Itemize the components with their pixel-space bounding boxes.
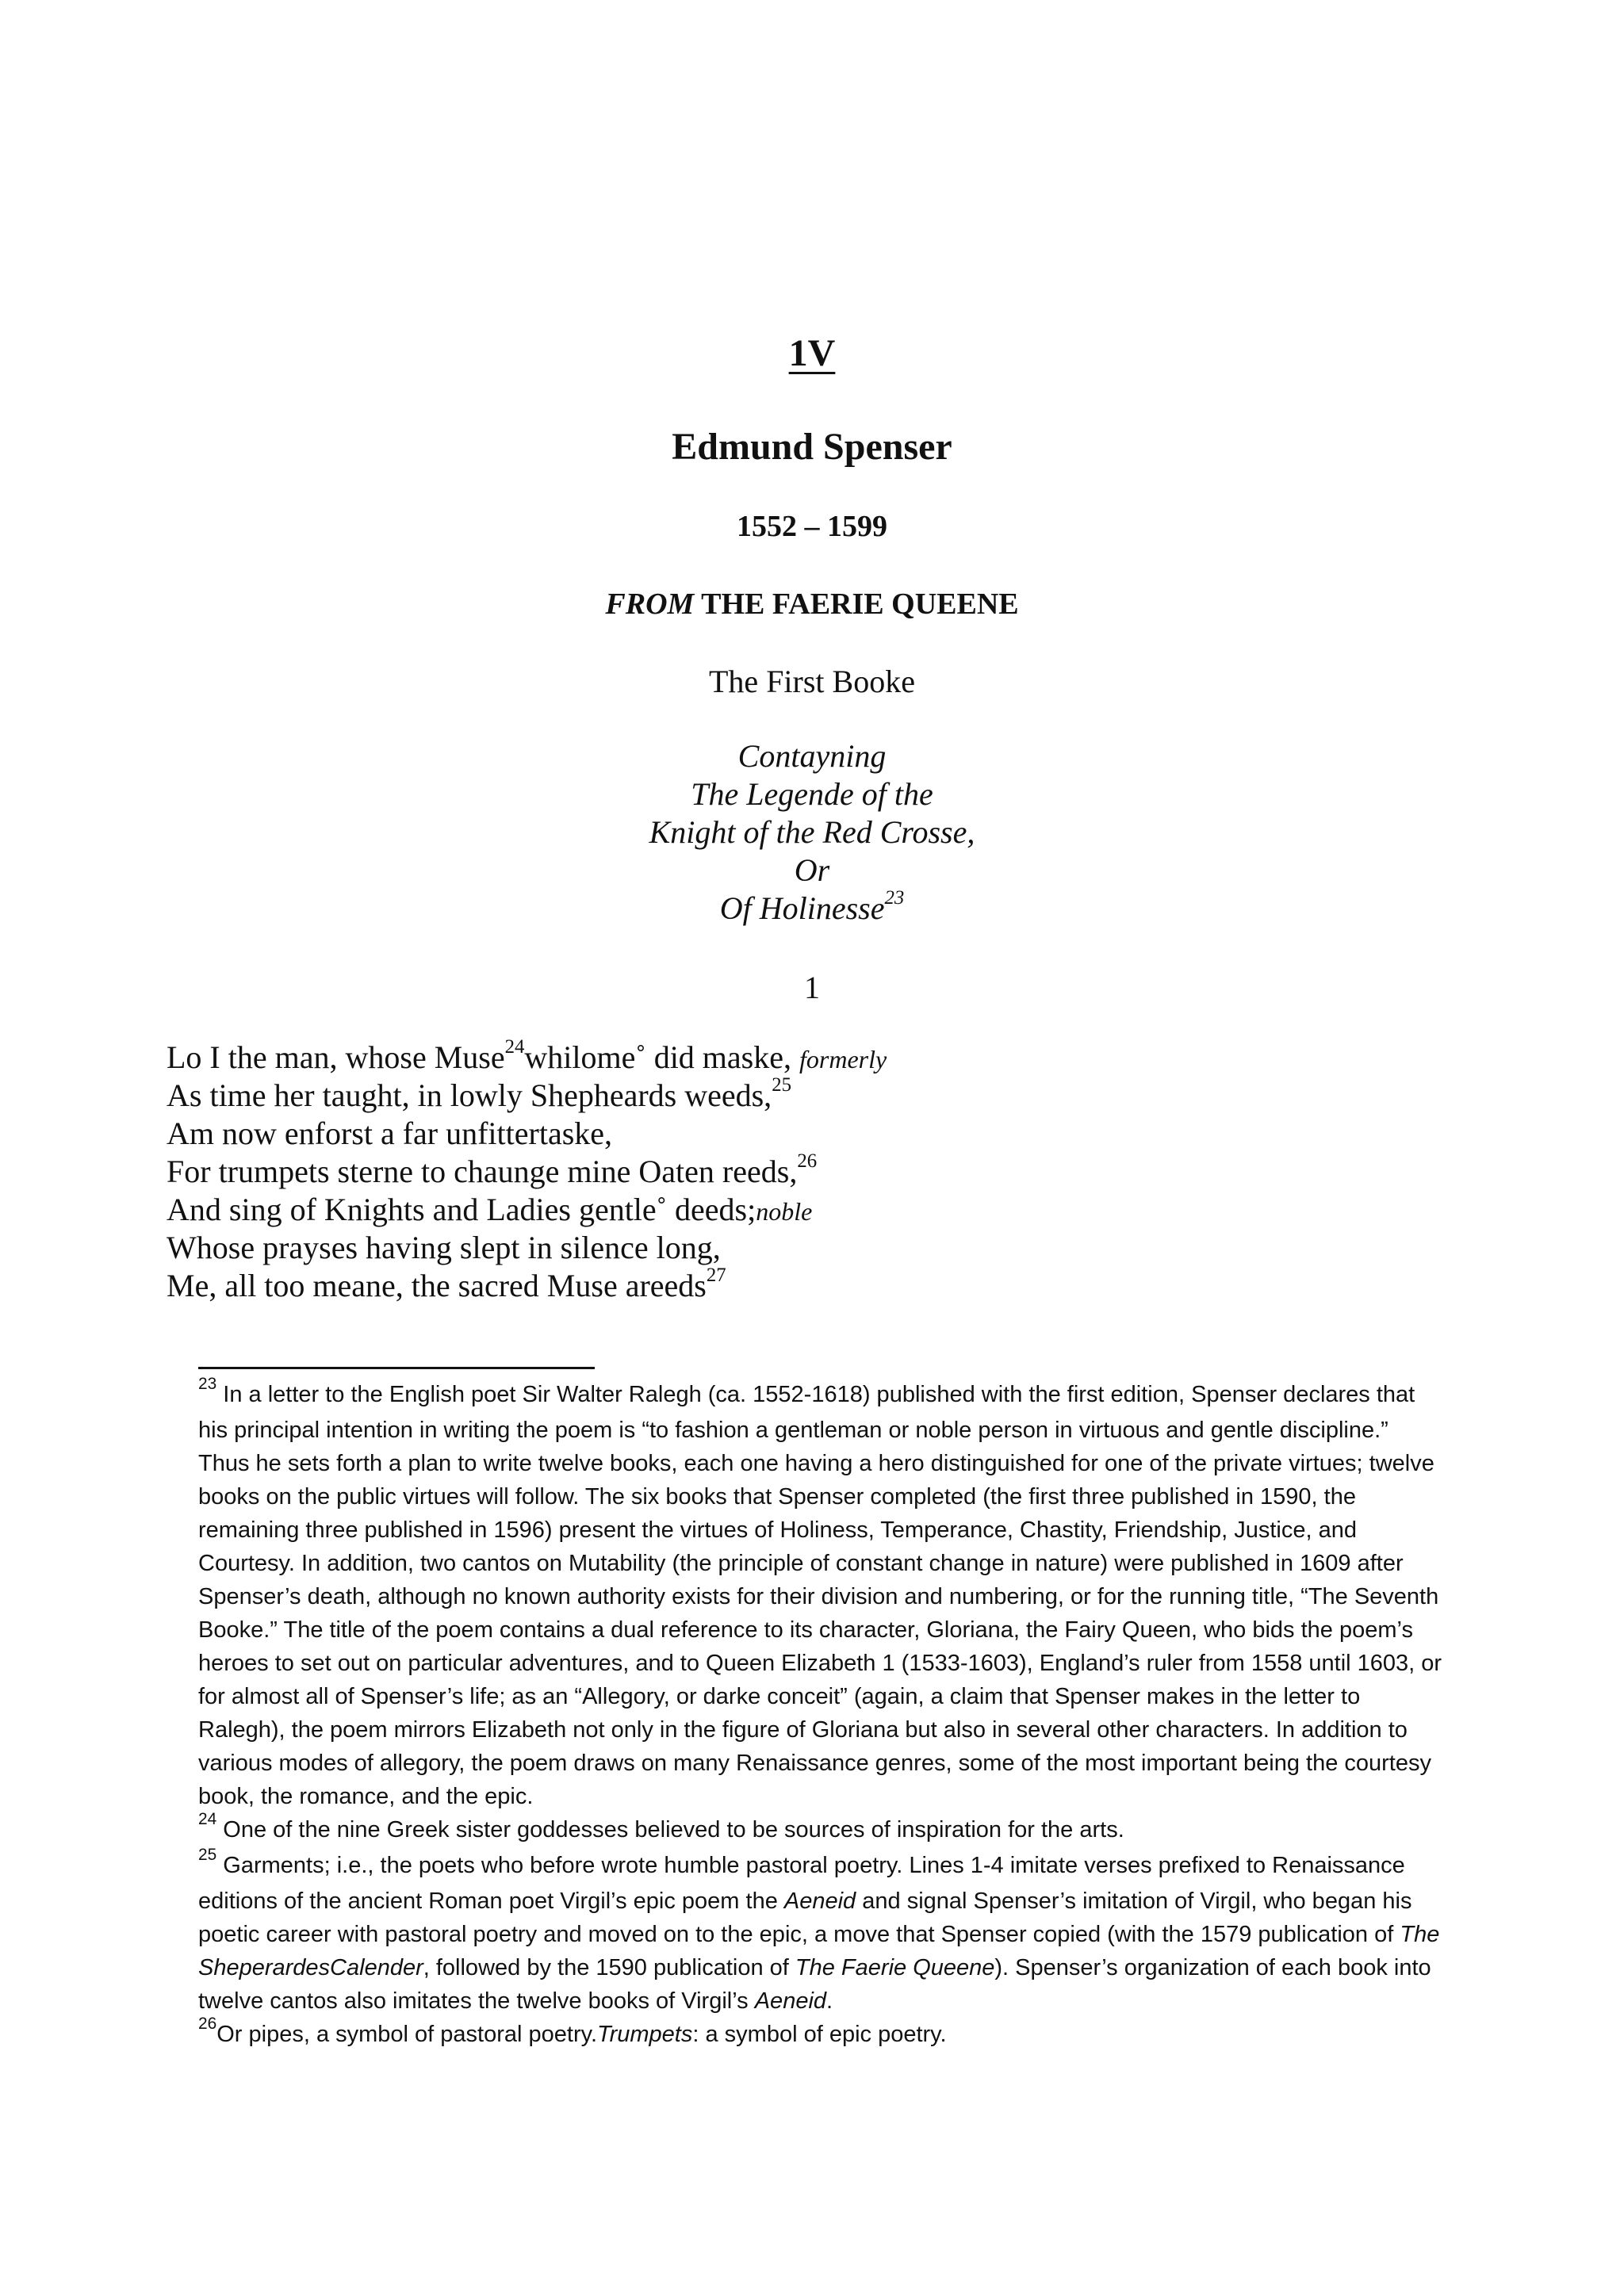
footnote-26: $^{26}$Or pipes, a symbol of pastoral poetry.Trumpets: a symbol of epic poetry. — [198, 2015, 947, 2047]
book-title: The First Booke — [709, 664, 915, 699]
chapter-number: 1V — [788, 332, 836, 374]
footnote-ref[interactable]: 27 — [706, 1265, 726, 1287]
subtitle-line: Or — [794, 852, 830, 888]
poem-stanza — [167, 1036, 1277, 1305]
footnote-ref[interactable]: 23 — [884, 887, 905, 909]
poem-line: Me, all too meane, the sacred Muse areeds$^{27}$ — [167, 1265, 726, 1303]
book-subtitle — [0, 737, 1624, 928]
author-dates: 1552 – 1599 — [737, 510, 887, 543]
subtitle-line: Knight of the Red Crosse, — [649, 814, 975, 850]
subtitle-line: Of Holinesse$^{23}$ — [719, 887, 905, 926]
work-prefix: FROM — [605, 587, 695, 621]
footnote-25: $^{25}$ Garments; i.e., the poets who before wrote humble pastoral poetry. Lines 1-4 imitate verses prefixed to Renaissance editions of the ancient Roman poet Virgil’s epic poem the Aeneid and signal Spenser’s imitation of Virgil, who began his poetic career with pastoral poetry and moved on to the epic, a move that Spenser copied (with the 1579 publication of The SheperardesCalender, followed by the 1590 publication of The Faerie Queene). Spenser’s organization of each book into twelve cantos also imitates the twelve books of Virgil’s Aeneid. — [198, 1846, 1440, 2014]
footnote-ref[interactable]: 26 — [797, 1150, 818, 1173]
poem-line: And sing of Knights and Ladies gentle˚ deeds;noble — [167, 1192, 813, 1227]
poem-line: Lo I the man, whose Muse$^{24}$whilome˚ did maske, formerly — [167, 1036, 887, 1075]
marginal-gloss: formerly — [799, 1045, 887, 1073]
footnote-24: $^{24}$ One of the nine Greek sister goddesses believed to be sources of inspiration for the arts. — [198, 1810, 1124, 1843]
subtitle-line: Contayning — [737, 738, 887, 774]
author-name: Edmund Spenser — [672, 426, 952, 468]
footnote-divider — [198, 1367, 595, 1369]
footnote-ref[interactable]: 24 — [504, 1036, 525, 1058]
marginal-gloss: noble — [756, 1197, 813, 1226]
work-title-text: THE FAERIE QUEENE — [701, 587, 1019, 621]
subtitle-line: The Legende of the — [691, 776, 933, 812]
stanza-number: 1 — [804, 970, 820, 1005]
poem-line: As time her taught, in lowly Shepheards weeds,$^{25}$ — [167, 1074, 791, 1113]
footnotes — [198, 1375, 1443, 2053]
footnote-23: $^{23}$ In a letter to the English poet Sir Walter Ralegh (ca. 1552-1618) published with the first edition, Spenser declares that his principal intention in writing the poem is “to fashion a gentleman or noble person in virtuous and gentle discipline.” Thus he sets forth a plan to write twelve books, each one having a hero distinguished for one of the private virtues; twelve books on the public virtues will follow. The six books that Spenser completed (the first three published in 1590, the remaining three published in 1596) present the virtues of Holiness, Temperance, Chastity, Friendship, Justice, and Courtesy. In addition, two cantos on Mutability (the principle of constant change in nature) were published in 1609 after Spenser’s death, although no known authority exists for their division and numbering, or for the running title, “The Seventh Booke.” The title of the poem contains a dual reference to its character, Gloriana, the Fairy Queen, who bids the poem’s heroes to set out on particular adventures, and to Queen Elizabeth 1 (1533-1603), England’s ruler from 1558 until 1603, or for almost all of Spenser’s life; as an “Allegory, or darke conceit” (again, a claim that Spenser makes in the letter to Ralegh), the poem mirrors Elizabeth not only in the figure of Gloriana but also in several other characters. In addition to various modes of allegory, the poem draws on many Renaissance genres, some of the most important being the courtesy book, the romance, and the epic. — [198, 1375, 1442, 1809]
work-title — [0, 587, 1624, 622]
poem-line: Whose prayses having slept in silence long, — [167, 1230, 721, 1265]
poem-line: For trumpets sterne to chaunge mine Oaten reeds,$^{26}$ — [167, 1150, 818, 1189]
footnote-ref[interactable]: 25 — [772, 1074, 791, 1096]
poem-line: Am now enforst a far unfittertaske, — [167, 1115, 613, 1151]
